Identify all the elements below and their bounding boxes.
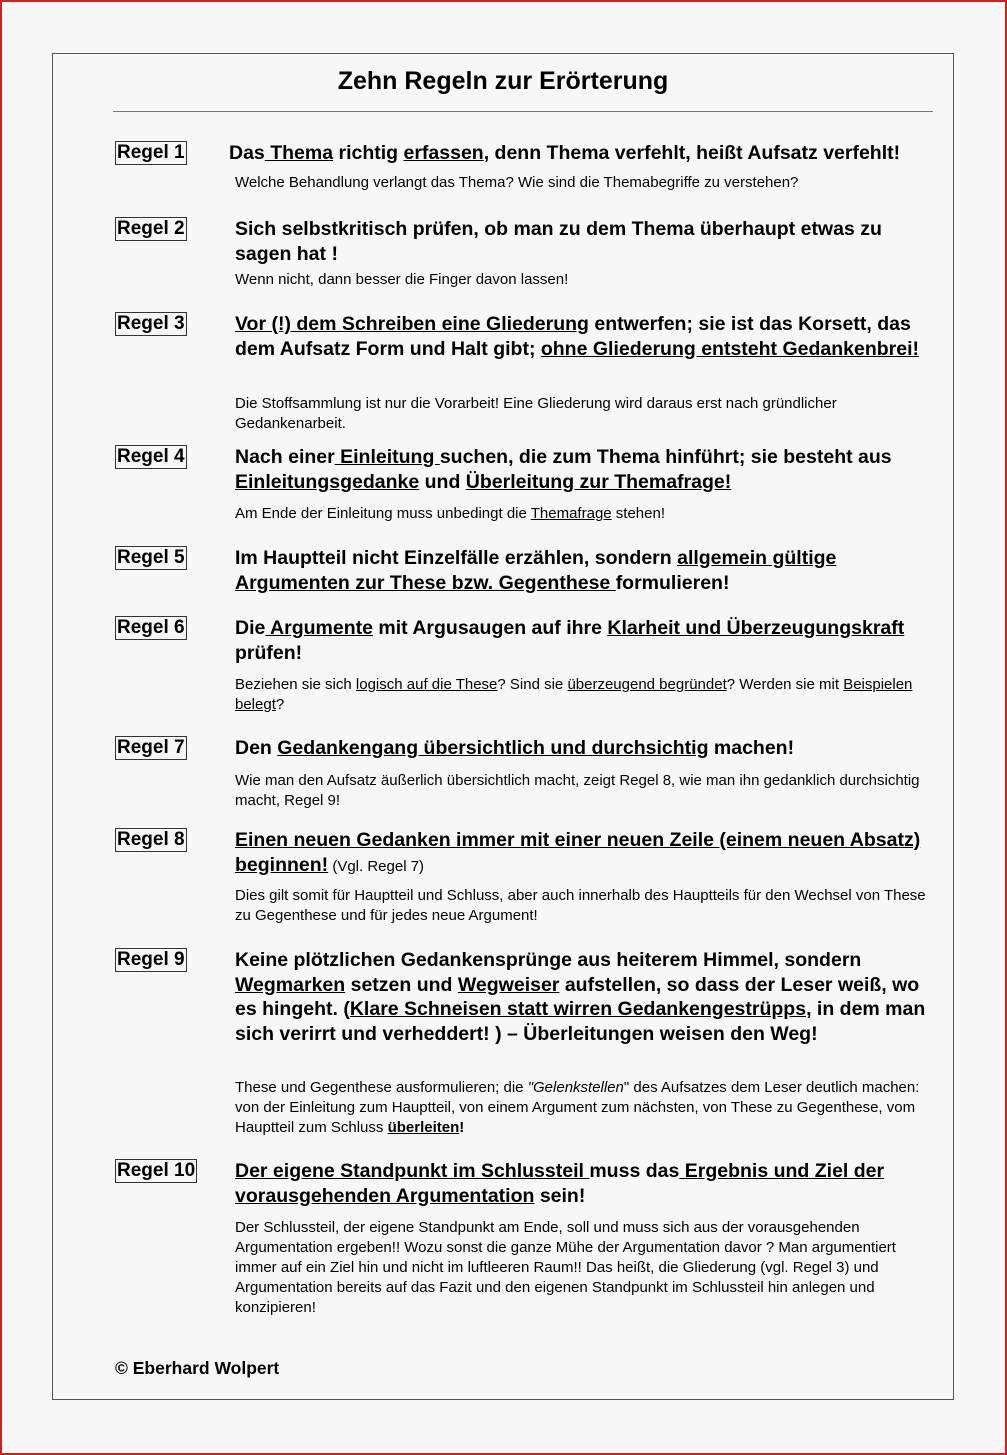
text-run: Beziehen sie sich	[235, 676, 356, 693]
text-run: richtig	[333, 142, 404, 164]
rule-explanation	[235, 504, 933, 524]
text-run: Einleitungsgedanke	[235, 470, 420, 493]
copyright-notice: © Eberhard Wolpert	[115, 1358, 280, 1378]
rule-heading	[235, 828, 937, 879]
rule-heading	[235, 616, 937, 665]
text-run: Argumente	[265, 617, 373, 639]
text-run: und	[419, 470, 466, 493]
text-run: "Gelenkstellen	[527, 1079, 624, 1096]
rule-label: Regel 2	[117, 218, 185, 239]
text-run: Der eigene Standpunkt im Schlussteil	[235, 1160, 590, 1182]
text-run: Im Hauptteil nicht Einzelfälle erzählen, sondern	[235, 547, 678, 569]
rule-label: Regel 5	[117, 547, 185, 568]
rule-label: Regel 9	[117, 949, 185, 970]
text-run: ohne Gliederung entsteht Gedankenbrei!	[540, 337, 919, 360]
text-run: Klare Schneisen statt wirren Gedankengestrüpps	[349, 998, 807, 1020]
rule-heading	[229, 141, 943, 166]
text-run: mit Argusaugen auf ihre	[372, 617, 608, 639]
text-run: Die Stoffsammlung ist nur die Vorarbeit! Eine Gliederung wird daraus erst nach gründlicher Gedankenarbeit.	[235, 395, 837, 432]
text-run: (Vgl. Regel 7)	[328, 857, 425, 875]
rule-label: Regel 7	[117, 737, 185, 758]
text-run: sein!	[534, 1184, 586, 1207]
text-run: setzen und	[345, 973, 458, 996]
rule-label: Regel 1	[117, 142, 185, 163]
text-run: Am Ende der Einleitung muss unbedingt die	[235, 505, 531, 522]
rule-heading	[235, 217, 937, 266]
title-divider	[113, 111, 933, 112]
text-run: Klarheit und Überzeugungskraft	[607, 617, 905, 639]
text-run: Thema	[264, 142, 334, 164]
text-run: logisch auf die These	[355, 676, 498, 693]
rule-explanation	[235, 173, 933, 193]
rule-explanation	[235, 1078, 933, 1138]
text-run: These und Gegenthese ausformulieren; die	[235, 1079, 528, 1096]
text-run: allgemein gültige Argumenten zur These bzw. Gegenthese	[235, 547, 837, 594]
text-run: Das	[229, 142, 265, 164]
rule-heading	[235, 1159, 937, 1208]
text-run: aufstellen, so dass der Leser weiß, wo es hingeht. (	[235, 973, 920, 1020]
text-run: ?	[275, 696, 285, 713]
rule-label: Regel 4	[117, 446, 185, 467]
rule-label: Regel 8	[117, 829, 185, 850]
text-run: Wenn nicht, dann besser die Finger davon lassen!	[235, 271, 569, 288]
rule-explanation	[235, 886, 933, 926]
rule-heading	[235, 736, 937, 761]
text-run: ? Sind sie	[497, 676, 568, 693]
text-run: Dies gilt somit für Hauptteil und Schluss, aber auch innerhalb des Hauptteils für den Wechsel von These zu Gegenthese und für jedes neue Argument!	[235, 887, 926, 924]
text-run: Vor (!) dem Schreiben eine Gliederung	[235, 313, 589, 335]
text-run: Themafrage	[530, 505, 612, 522]
rule-heading	[235, 546, 937, 595]
rule-heading	[235, 312, 937, 361]
text-run: entwerfen; sie ist das Korsett, das dem Aufsatz Form und Halt gibt;	[235, 313, 911, 360]
text-run: muss das	[589, 1160, 680, 1182]
text-run: überzeugend begründet	[567, 676, 727, 693]
text-run: , denn Thema verfehlt, heißt Aufsatz verfehlt!	[483, 142, 901, 164]
text-run: Wie man den Aufsatz äußerlich übersichtlich macht, zeigt Regel 8, wie man ihn gedanklich durchsichtig macht, Regel 9!	[235, 772, 920, 809]
text-run: , in dem man sich verirrt und verheddert! ) – Überleitungen weisen den Weg!	[235, 998, 926, 1045]
document-sheet	[52, 53, 954, 1400]
text-run: machen!	[708, 737, 795, 759]
text-run: Überleitung zur Themafrage!	[465, 470, 732, 493]
text-run: prüfen!	[235, 641, 303, 664]
text-run: Wegweiser	[457, 973, 560, 996]
rule-explanation	[235, 1218, 933, 1318]
rule-heading	[235, 948, 937, 1046]
page-title: Zehn Regeln zur Erörterung	[337, 67, 669, 95]
text-run: Der Schlussteil, der eigene Standpunkt am Ende, soll und muss sich aus der vorausgehenden Argumentation ergeben!! Wozu sonst die ganze Mühe der Argumentation davor ? Man argumentiert immer auf ein Ziel hin und nicht im luftleeren Raum!! Das heißt, die Gliederung (vgl. Regel 3) und Argumentation bereits auf das Fazit und den eigenen Standpunkt im Schlussteil hin anlegen und konzipieren!	[235, 1219, 896, 1316]
rule-label: Regel 3	[117, 313, 185, 334]
rule-label: Regel 10	[117, 1160, 196, 1181]
text-run: Gedankengang übersichtlich und durchsichtig	[277, 737, 709, 759]
text-run: !	[459, 1119, 465, 1136]
rule-heading	[235, 445, 937, 494]
text-run: Wegmarken	[235, 973, 346, 996]
text-run: Einleitung	[334, 446, 440, 468]
text-run: Nach einer	[235, 446, 335, 468]
text-run: Sich selbstkritisch prüfen, ob man zu dem Thema überhaupt etwas zu sagen hat !	[235, 218, 882, 265]
text-run: " des Aufsatzes dem Leser deutlich machen: von der Einleitung zum Hauptteil, von einem Argument zum nächsten, von These zu Gegenthese, vom Hauptteil zum Schluss	[235, 1079, 920, 1136]
rule-explanation	[235, 270, 933, 290]
rule-label: Regel 6	[117, 617, 185, 638]
text-run: formulieren!	[615, 571, 730, 594]
text-run: Einen neuen Gedanken immer mit einer neuen Zeile (einem neuen Absatz) beginnen!	[235, 829, 921, 876]
text-run: Beispielen belegt	[235, 676, 913, 713]
rule-explanation	[235, 771, 933, 811]
text-run: Die	[235, 617, 266, 639]
rule-explanation	[235, 675, 933, 715]
text-run: Keine plötzlichen Gedankensprünge aus heiterem Himmel, sondern	[235, 949, 862, 971]
rule-explanation	[235, 394, 933, 434]
text-run: suchen, die zum Thema hinführt; sie besteht aus	[439, 446, 892, 468]
text-run: Den	[235, 737, 278, 759]
text-run: stehen!	[611, 505, 665, 522]
text-run: ? Werden sie mit	[726, 676, 844, 693]
text-run: Welche Behandlung verlangt das Thema? Wie sind die Themabegriffe zu verstehen?	[235, 174, 799, 191]
text-run: erfassen	[403, 142, 484, 164]
text-run: überleiten	[387, 1119, 460, 1136]
text-run: Ergebnis und Ziel der vorausgehenden Argumentation	[235, 1160, 885, 1207]
